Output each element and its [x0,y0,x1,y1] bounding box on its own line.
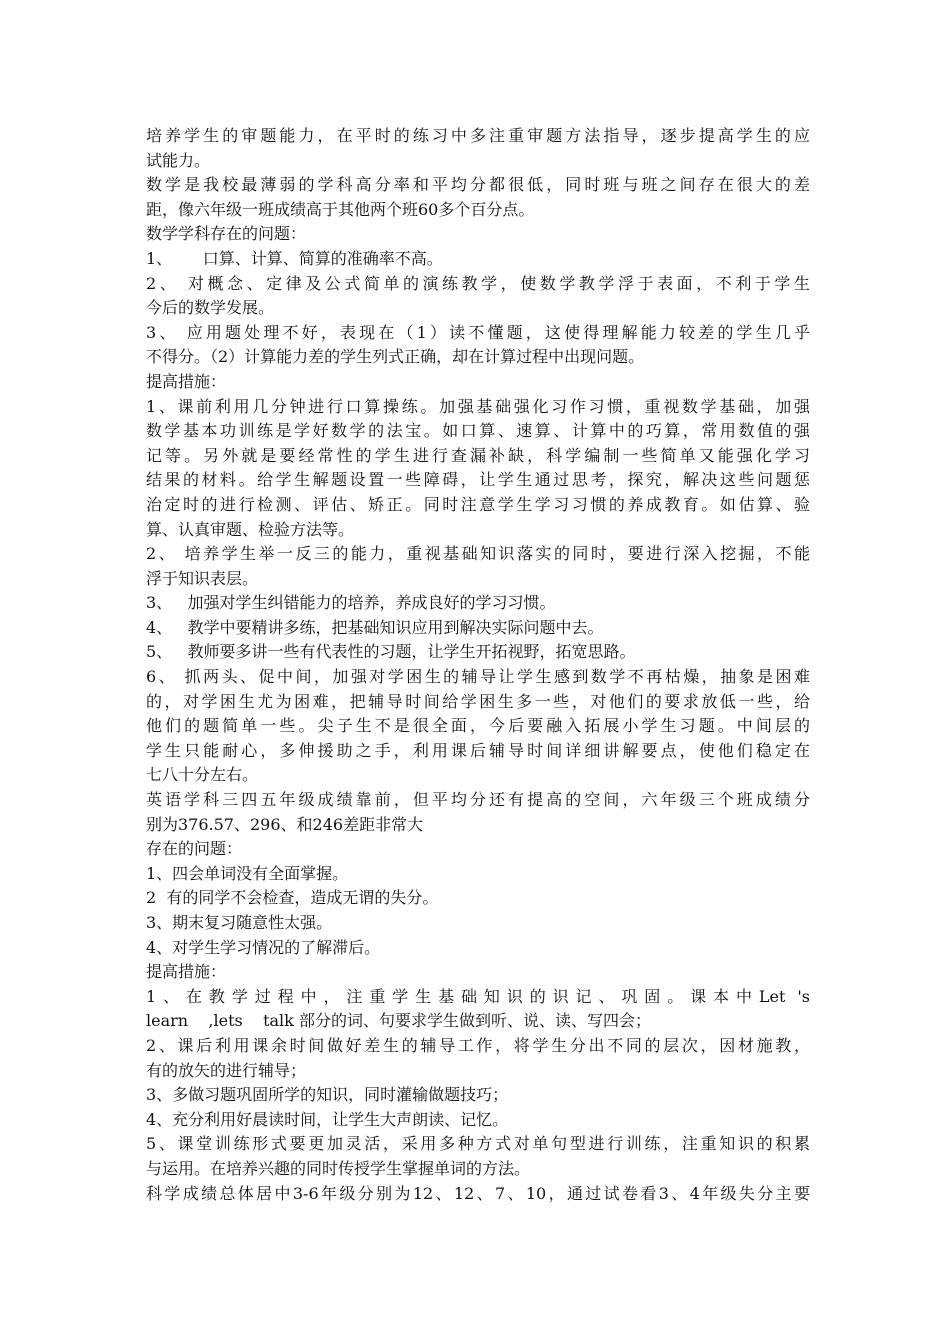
text-line: 浮于知识表层。 [146,568,259,588]
text-line: 1、课前利用几分钟进行口算操练。加强基础强化习作习惯，重视数学基础，加强 [146,396,810,416]
text-line: 3、期末复习随意性太强。 [146,913,333,932]
text-line: 七八十分左右。 [146,765,259,785]
text-line: 与运用。在培养兴趣的同时传授学生掌握单词的方法。 [146,1158,531,1178]
text-line: 不得分。（2）计算能力差的学生列式正确，却在计算过程中出现问题。 [146,347,645,367]
text-line: 1、 口算、计算、简算的准确率不高。 [146,248,443,268]
text-line: 1、在教学过程中，注重学生基础知识的识记、巩固。课本中Let 's [146,986,810,1006]
text-line: 的，对学困生尤为困难，把辅导时间给学困生多一些，对他们的要求放低一些，给 [146,691,810,711]
text-line: 2、 培养学生举一反三的能力，重视基础知识落实的同时，要进行深入挖掘，不能 [146,544,810,564]
text-line: 治定时的进行检测、评估、矫正。同时注意学生学习习惯的养成教育。如估算、验 [146,494,810,514]
text-line: 记等。另外就是要经常性的学生进行查漏补缺，科学编制一些简单又能强化学习 [146,445,810,465]
text-line: 英语学科三四五年级成绩靠前，但平均分还有提高的空间，六年级三个班成绩分 [146,790,810,810]
text-line: 2、 对概念、定律及公式简单的演练教学，使数学教学浮于表面，不利于学生 [146,273,810,293]
text-line: 试能力。 [146,150,211,170]
text-line: 5、课堂训练形式要更加灵活，采用多种方式对单句型进行训练，注重知识的积累 [146,1134,810,1154]
text-line: 提高措施： [146,371,227,391]
text-line: 科学成绩总体居中3-6年级分别为12、12、7、10，通过试卷看3、4年级失分主要 [146,1183,810,1203]
text-line: 3、 应用题处理不好，表现在（1）读不懂题，这使得理解能力较差的学生几乎 [146,322,810,342]
text-line: 4、充分利用好晨读时间，让学生大声朗读、记忆。 [146,1109,509,1129]
text-line: 今后的数学发展。 [146,298,275,318]
text-line: 2 有的同学不会检查，造成无谓的失分。 [146,888,439,908]
text-line: 数学学科存在的问题： [146,224,307,244]
text-line: 结果的材料。给学生解题设置一些障碍，让学生通过思考，探究，解决这些问题惩 [146,470,810,490]
text-line: 1、四会单词没有全面掌握。 [146,863,349,883]
text-line: 有的放矢的进行辅导； [146,1060,307,1080]
document-body [146,124,810,1206]
text-line: 算、认真审题、检验方法等。 [146,519,355,539]
text-line: 3、 加强对学生纠错能力的培养，养成良好的学习习惯。 [146,593,556,613]
text-line: 2、课后利用课余时间做好差生的辅导工作，将学生分出不同的层次，因材施教， [146,1035,810,1055]
text-line: 提高措施： [146,962,227,982]
text-line: 培养学生的审题能力，在平时的练习中多注重审题方法指导，逐步提高学生的应 [146,126,810,145]
text-line: 4、 教学中要精讲多练，把基础知识应用到解决实际问题中去。 [146,617,604,637]
text-line: 数学基本功训练是学好数学的法宝。如口算、速算、计算中的巧算，常用数值的强 [146,421,810,441]
text-line: learn ,lets talk 部分的词、句要求学生做到听、说、读、写四会； [146,1011,651,1031]
text-line: 5、 教师要多讲一些有代表性的习题，让学生开拓视野，拓宽思路。 [146,642,636,662]
text-line: 数学是我校最薄弱的学科高分率和平均分都很低，同时班与班之间存在很大的差 [146,175,810,195]
text-line: 4、对学生学习情况的了解滞后。 [146,937,381,957]
text-line: 存在的问题： [146,839,243,859]
text-line: 别为376.57、296、和246差距非常大 [146,814,424,834]
text-line: 学生只能耐心，多伸援助之手，利用课后辅导时间详细讲解要点，使他们稳定在 [146,740,810,760]
text-line: 3、多做习题巩固所学的知识，同时灌输做题技巧； [146,1085,509,1105]
text-line: 6、 抓两头、促中间，加强对学困生的辅导让学生感到数学不再枯燥，抽象是困难 [146,667,810,687]
text-line: 距，像六年级一班成绩高于其他两个班60多个百分点。 [146,199,535,219]
text-line: 他们的题简单一些。尖子生不是很全面，今后要融入拓展小学生习题。中间层的 [146,716,810,736]
